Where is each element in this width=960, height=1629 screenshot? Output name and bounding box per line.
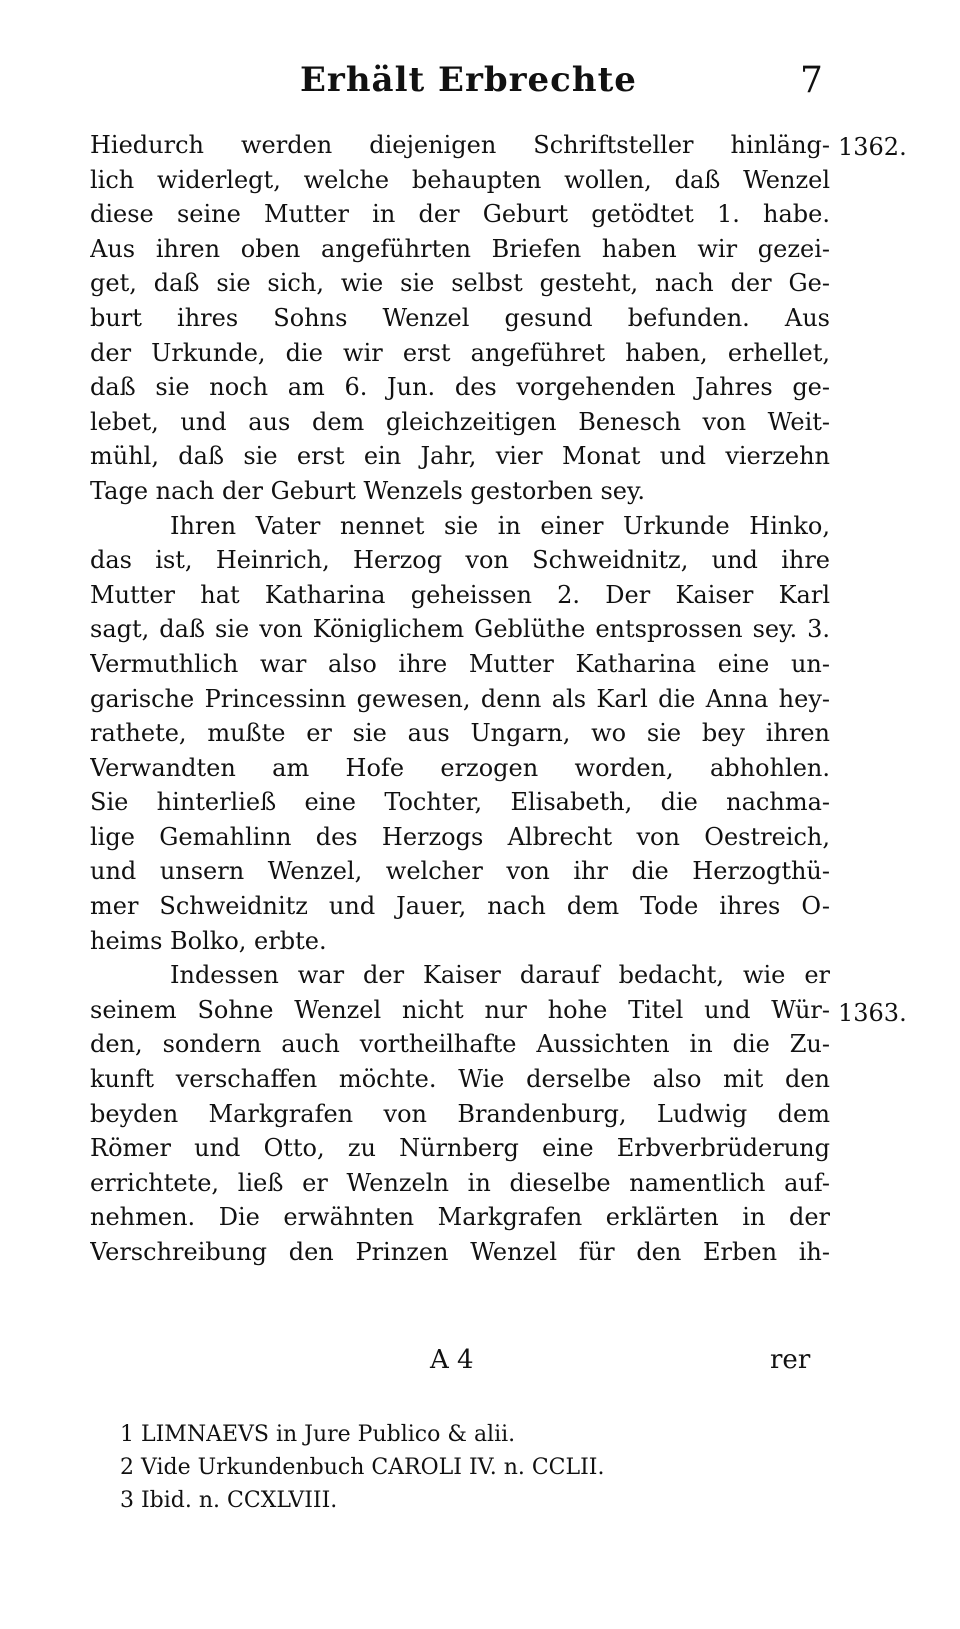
text-line: mer Schweidnitz und Jauer, nach dem Tode ihres O- [90, 892, 830, 921]
text-line: Verwandten am Hofe erzogen worden, abhohlen. [90, 753, 830, 782]
text-line: Mutter hat Katharina geheissen 2. Der Kaiser Karl [90, 580, 830, 609]
text-line: lige Gemahlinn des Herzogs Albrecht von Oestreich, [90, 822, 830, 851]
text-line: der Urkunde, die wir erst angeführet haben, erhellet, [90, 338, 830, 367]
footnotes [120, 1418, 840, 1517]
text-line: heims Bolko, erbte. [90, 926, 327, 955]
text-line: Indessen war der Kaiser darauf bedacht, wie er [170, 961, 830, 990]
text-line: burt ihres Sohns Wenzel gesund befunden. Aus [90, 303, 830, 332]
margin-year-1362: 1362. [838, 133, 907, 161]
footnote: 1 LIMNAEVS in Jure Publico & alii. [120, 1422, 516, 1447]
text-line: Verschreibung den Prinzen Wenzel für den Erben ih- [90, 1238, 830, 1266]
text-line: Tage nach der Geburt Wenzels gestorben sey. [90, 476, 646, 505]
text-line: beyden Markgrafen von Brandenburg, Ludwig dem [90, 1099, 830, 1128]
text-line: rathete, mußte er sie aus Ungarn, wo sie bey ihren [90, 719, 830, 748]
text-line: diese seine Mutter in der Geburt getödtet 1. habe. [90, 200, 830, 229]
text-line: garische Princessinn gewesen, denn als Karl die Anna hey- [90, 684, 830, 713]
text-line: kunft verschaffen möchte. Wie derselbe also mit den [90, 1065, 830, 1094]
text-line: Ihren Vater nennet sie in einer Urkunde Hinko, [170, 511, 830, 540]
text-line: seinem Sohne Wenzel nicht nur hohe Titel und Wür- [90, 995, 830, 1024]
signature-mark: A 4 [430, 1345, 474, 1375]
footnote: 3 Ibid. n. CCXLVIII. [120, 1488, 338, 1513]
text-line: sagt, daß sie von Königlichem Geblüthe entsprossen sey. 3. [90, 615, 830, 644]
text-line: lebet, und aus dem gleichzeitigen Benesch von Weit- [90, 407, 830, 436]
footnote: 2 Vide Urkundenbuch CAROLI IV. n. CCLII. [120, 1455, 605, 1480]
running-title: Erhält Erbrechte [300, 60, 637, 100]
text-line: Vermuthlich war also ihre Mutter Katharina eine un- [90, 649, 830, 678]
body-text [90, 128, 830, 1270]
text-line: errichtete, ließ er Wenzeln in dieselbe namentlich auf- [90, 1168, 830, 1197]
text-line: den, sondern auch vortheilhafte Aussichten in die Zu- [90, 1030, 830, 1059]
text-line: lich widerlegt, welche behaupten wollen, daß Wenzel [90, 165, 830, 194]
text-line: Sie hinterließ eine Tochter, Elisabeth, die nachma- [90, 788, 830, 817]
text-line: und unsern Wenzel, welcher von ihr die Herzogthü- [90, 857, 830, 886]
catchword: rer [770, 1345, 811, 1375]
text-line: daß sie noch am 6. Jun. des vorgehenden Jahres ge- [90, 373, 830, 402]
text-line: get, daß sie sich, wie sie selbst gesteht, nach der Ge- [90, 269, 830, 298]
text-line: mühl, daß sie erst ein Jahr, vier Monat und vierzehn [90, 442, 830, 471]
page-header [0, 60, 960, 110]
text-line: Römer und Otto, zu Nürnberg eine Erbverbrüderung [90, 1134, 830, 1163]
catchline [0, 1345, 960, 1381]
text-line: nehmen. Die erwähnten Markgrafen erklärten in der [90, 1203, 830, 1232]
margin-year-1363: 1363. [838, 999, 907, 1027]
text-line: Hiedurch werden diejenigen Schriftsteller hinläng- [90, 131, 830, 159]
text-line: Aus ihren oben angeführten Briefen haben wir gezei- [90, 234, 830, 263]
text-line: das ist, Heinrich, Herzog von Schweidnitz, und ihre [90, 546, 830, 575]
page-number: 7 [800, 60, 823, 101]
